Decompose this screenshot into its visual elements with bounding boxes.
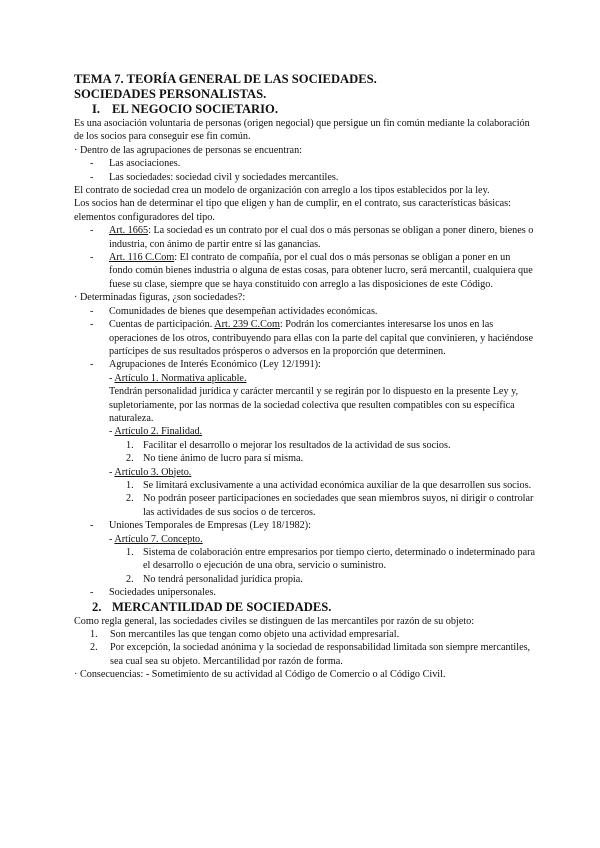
list-item-art1665 <box>74 224 536 251</box>
list-item-ute: - Uniones Temporales de Empresas (Ley 18/1982): <box>74 519 536 532</box>
item-text: Son mercantiles las que tengan como objeto una actividad empresarial. <box>110 629 400 641</box>
item-number: 1. <box>126 547 134 558</box>
numbered-item <box>74 641 536 668</box>
list-item: - Comunidades de bienes que desempeñan actividades económicas. <box>74 305 536 318</box>
item-number: 1. <box>126 479 134 491</box>
article-heading: Artículo 2. Finalidad. <box>114 426 203 438</box>
aie-article3-heading <box>74 466 536 479</box>
list-item-cuentas <box>74 318 536 358</box>
section-heading-2 <box>74 600 536 615</box>
item-number: 2. <box>126 493 134 505</box>
section-title: EL NEGOCIO SOCIETARIO. <box>112 102 278 116</box>
item-text: No tendrá personalidad jurídica propia. <box>143 573 303 585</box>
item-text: Facilitar el desarrollo o mejorar los resultados de la actividad de sus socios. <box>143 439 451 451</box>
article-link: Art. 239 C.Com <box>214 319 280 331</box>
item-number: 2. <box>126 573 134 585</box>
item-text: No tiene ánimo de lucro para sí misma. <box>143 453 304 465</box>
item-text: Se limitará exclusivamente a una actividad económica auxiliar de la que desarrollen sus socios. <box>143 479 532 491</box>
section-heading-1 <box>74 102 536 117</box>
numbered-item <box>74 452 536 465</box>
item-number: 1. <box>126 439 134 451</box>
agrupaciones-intro: · Dentro de las agrupaciones de personas se encuentran: <box>74 144 302 156</box>
section-title: MERCANTILIDAD DE SOCIEDADES. <box>112 599 332 614</box>
document-page <box>74 72 536 682</box>
item-text: Sistema de colaboración entre empresarios por tiempo cierto, determinado o indeterminado para el desarrollo o ejecución de una obra, servicio o suministro. <box>143 547 536 572</box>
dash-prefix: - <box>109 426 115 438</box>
article-heading: Artículo 3. Objeto. <box>114 466 192 478</box>
ute-article7-heading <box>74 533 536 546</box>
consecuencias-paragraph: · Consecuencias: - Sometimiento de su actividad al Código de Comercio o al Código Civil. <box>74 669 446 681</box>
item-text: Cuentas de participación. <box>109 319 215 331</box>
article-text: : Podrán los comerciantes interesarse los unos en las operaciones de los otros, contribuyendo para ellas con la parte del capital que convinieren, y haciéndose partícipes de sus resultados prósperos o adversos en la proporción que determinen. <box>109 319 534 357</box>
document-title-line2: SOCIEDADES PERSONALISTAS. <box>74 87 267 101</box>
figuras-intro: · Determinadas figuras, ¿son sociedades?: <box>74 292 246 304</box>
numbered-item <box>74 573 536 586</box>
article-text: : La sociedad es un contrato por el cual dos o más personas se obligan a poner dinero, bienes o industria, con ánimo de partir entre sí las ganancias. <box>109 225 534 250</box>
numbered-item <box>74 439 536 452</box>
article-text: : El contrato de compañía, por el cual dos o más personas se obligan a poner en un fondo común bienes industria o alguna de estas cosas, para obtener lucro, será mercantil, cualquiera que fuese su clase, siempre que se haya constituido con arreglo a las disposiciones de este Código. <box>109 252 533 290</box>
contrato-paragraph-1: El contrato de sociedad crea un modelo de organización con arreglo a los tipos establecidos por la ley. <box>74 185 490 197</box>
dash-prefix: - <box>109 466 115 478</box>
numbered-item <box>74 628 536 641</box>
list-item: - Las sociedades: sociedad civil y sociedades mercantiles. <box>74 171 536 184</box>
contrato-paragraph-2: Los socios han de determinar el tipo que eligen y han de cumplir, en el contrato, sus características básicas: elementos configuradores del tipo. <box>74 198 511 223</box>
item-number: 2. <box>90 642 98 654</box>
list-item-aie: - Agrupaciones de Interés Económico (Ley 12/1991): <box>74 358 536 371</box>
mercantilidad-intro: Como regla general, las sociedades civiles se distinguen de las mercantiles por razón de su objeto: <box>74 615 475 627</box>
item-number: 1. <box>90 629 98 641</box>
numbered-item <box>74 479 536 492</box>
dash-prefix: - <box>109 372 115 384</box>
article-heading: Artículo 7. Concepto. <box>114 533 203 545</box>
article-link: Art. 1665 <box>109 225 149 237</box>
list-item: - Sociedades unipersonales. <box>74 586 536 599</box>
item-text: No podrán poseer participaciones en sociedades que sean miembros suyos, ni dirigir o controlar las actividades de sus socios o de terceros. <box>143 493 534 518</box>
dash-prefix: - <box>109 533 115 545</box>
numbered-item <box>74 492 536 519</box>
aie-article1-text: Tendrán personalidad jurídica y carácter mercantil y se regirán por lo dispuesto en la presente Ley y, supletoriamente, por las normas de la sociedad colectiva que resulten compatibles con su específica naturaleza. <box>109 386 519 424</box>
article-heading: Artículo 1. Normativa aplicable. <box>114 372 247 384</box>
item-text: Por excepción, la sociedad anónima y la sociedad de responsabilidad limitada son siempre mercantiles, sea cual sea su objeto. Mercantilidad por razón de forma. <box>110 642 531 667</box>
section-number: 2. <box>92 599 102 614</box>
intro-paragraph: Es una asociación voluntaria de personas (origen negocial) que persigue un fin común mediante la colaboración de los socios para conseguir ese fin común. <box>74 118 530 143</box>
document-title-line1: TEMA 7. TEORÍA GENERAL DE LAS SOCIEDADES. <box>74 72 377 86</box>
aie-article2-heading <box>74 425 536 438</box>
list-item-art116 <box>74 251 536 291</box>
numbered-item <box>74 546 536 573</box>
item-number: 2. <box>126 453 134 465</box>
aie-article1-heading <box>74 372 536 385</box>
article-link: Art. 116 C.Com <box>109 252 175 264</box>
section-number: I. <box>92 102 101 116</box>
list-item: - Las asociaciones. <box>74 157 536 170</box>
